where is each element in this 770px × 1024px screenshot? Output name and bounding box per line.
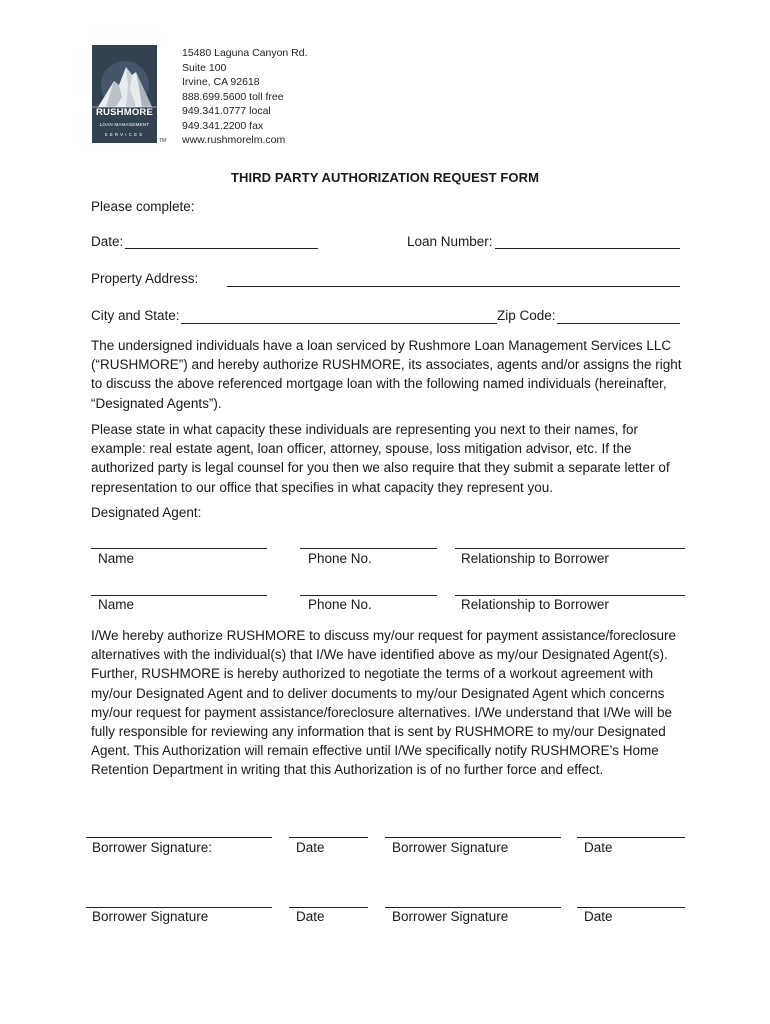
borrower-1-date-label: Date bbox=[296, 840, 325, 855]
borrower-4-signature-field[interactable] bbox=[385, 907, 561, 908]
phone-local: 949.341.0777 local bbox=[182, 105, 271, 117]
address-city: Irvine, CA 92618 bbox=[182, 76, 260, 88]
date-field[interactable] bbox=[125, 248, 318, 249]
borrower-2-date-field[interactable] bbox=[577, 837, 685, 838]
city-state-label: City and State: bbox=[91, 308, 180, 323]
borrower-3-signature-field[interactable] bbox=[86, 907, 272, 908]
fax-number: 949.341.2200 fax bbox=[182, 119, 264, 132]
form-title: THIRD PARTY AUTHORIZATION REQUEST FORM bbox=[230, 170, 540, 185]
mountain-icon bbox=[92, 45, 157, 143]
agent-2-phone-field[interactable] bbox=[300, 595, 437, 596]
agent-2-relationship-label: Relationship to Borrower bbox=[461, 597, 609, 612]
borrower-4-date-label: Date bbox=[584, 909, 613, 924]
capacity-paragraph bbox=[91, 420, 691, 497]
agent-1-phone-field[interactable] bbox=[300, 548, 437, 549]
borrower-1-date-field[interactable] bbox=[289, 837, 368, 838]
paragraph-text: The undersigned individuals have a loan serviced by Rushmore Loan Management Services LLC (“RUSHMORE”) and hereby authorize RUSHMORE, its associates, agents and/or assigns the right to discuss the above referenced mortgage loan with the following named individuals (hereinafter, “Designated Agents”). bbox=[91, 338, 682, 411]
borrower-2-signature-field[interactable] bbox=[385, 837, 561, 838]
address-street: 15480 Laguna Canyon Rd. bbox=[182, 47, 308, 59]
borrower-3-date-field[interactable] bbox=[289, 907, 368, 908]
company-logo bbox=[92, 45, 157, 143]
trademark-mark: TM bbox=[159, 138, 167, 144]
borrower-1-signature-field[interactable] bbox=[86, 837, 272, 838]
date-label: Date: bbox=[91, 234, 124, 249]
zip-code-field[interactable] bbox=[557, 323, 680, 324]
borrower-2-date-label: Date bbox=[584, 840, 613, 855]
agent-1-name-label: Name bbox=[98, 551, 135, 566]
designated-agent-paragraph bbox=[91, 626, 687, 780]
loan-number-label: Loan Number: bbox=[407, 234, 493, 249]
paragraph-text: Please state in what capacity these individuals are representing you next to their names, for example: real estate agent, loan officer, attorney, spouse, loss mitigation advisor, etc. If the authorized party is legal counsel for you then we also require that they submit a separate letter of representation to our office that specifies in what capacity they represent you. bbox=[91, 422, 670, 495]
paragraph-text: I/We hereby authorize RUSHMORE to discuss my/our request for payment assistance/foreclosure alternatives with the individual(s) that I/We have identified above as my/our Designated Agent(s). Further, RUSHMORE is hereby authorized to negotiate the terms of a workout agreement with my/our Designated Agent and to deliver documents to my/our Designated Agent which concerns my/our request for payment assistance/foreclosure alternatives. I/We understand that I/We will be fully responsible for reviewing any information that is sent by RUSHMORE to my/our Designated Agent. This Authorization will remain effective until I/We specifically notify RUSHMORE’s Home Retention Department in writing that this Authorization is of no further force and effect. bbox=[91, 628, 676, 778]
borrower-3-date-label: Date bbox=[296, 909, 325, 924]
borrower-4-signature-label: Borrower Signature bbox=[392, 909, 509, 924]
borrower-4-date-field[interactable] bbox=[577, 907, 685, 908]
borrower-2-signature-label: Borrower Signature bbox=[392, 840, 509, 855]
agent-2-phone-label: Phone No. bbox=[308, 597, 372, 612]
designated-agent-label: Designated Agent: bbox=[91, 505, 202, 520]
property-address-field[interactable] bbox=[227, 286, 680, 287]
logo-name: RUSHMORE bbox=[95, 107, 154, 118]
zip-code-label: Zip Code: bbox=[497, 308, 556, 323]
agent-1-phone-label: Phone No. bbox=[308, 551, 372, 566]
company-address bbox=[182, 46, 308, 148]
loan-number-field[interactable] bbox=[495, 248, 680, 249]
website: www.rushmorelm.com bbox=[182, 134, 286, 146]
phone-toll-free: 888.699.5600 toll free bbox=[182, 90, 284, 103]
agent-2-name-field[interactable] bbox=[91, 595, 267, 596]
property-address-label: Property Address: bbox=[91, 271, 199, 286]
logo-subtitle: LOAN MANAGEMENT bbox=[99, 122, 150, 127]
logo-services: SERVICES bbox=[104, 132, 145, 137]
address-suite: Suite 100 bbox=[182, 61, 227, 74]
agent-1-relationship-label: Relationship to Borrower bbox=[461, 551, 609, 566]
agent-2-name-label: Name bbox=[98, 597, 135, 612]
authorization-paragraph bbox=[91, 336, 691, 413]
please-complete-label: Please complete: bbox=[91, 199, 195, 214]
agent-1-relationship-field[interactable] bbox=[455, 548, 685, 549]
agent-2-relationship-field[interactable] bbox=[455, 595, 685, 596]
city-state-field[interactable] bbox=[181, 323, 497, 324]
borrower-1-signature-label: Borrower Signature: bbox=[92, 840, 213, 855]
borrower-3-signature-label: Borrower Signature bbox=[92, 909, 209, 924]
agent-1-name-field[interactable] bbox=[91, 548, 267, 549]
